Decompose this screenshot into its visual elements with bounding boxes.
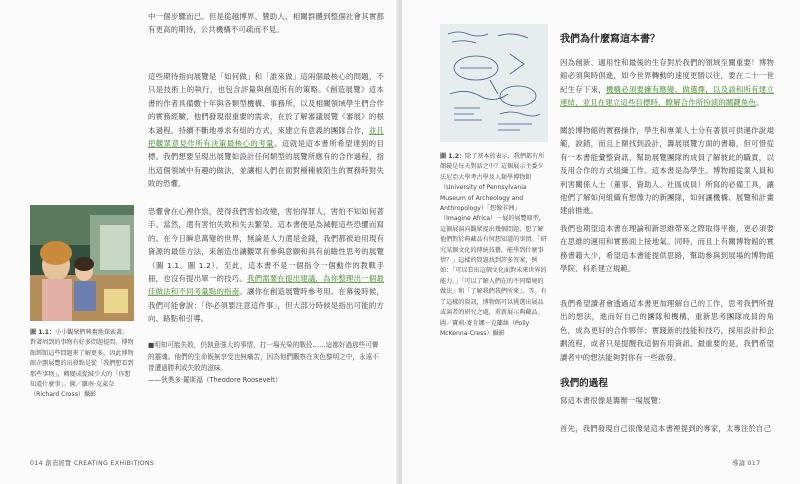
heading-our-process: 我們的過程 [560,378,608,389]
figure-1-2-photo [440,24,548,142]
children-exploring-illustration [30,205,134,321]
left-paragraph-3-text-a: 恐懼會在心裡作祟，使得我們害怕改變，害怕得罪人，害怕不知如何著手。當然，還有害怕失敗和失去繁榮。這本書便是為減輕這些恐懼而寫的。在今日瞬息萬變的世界，無論是人力還是金錢，我們都被迫用現有資源的最佳方法，來創造出讓觀眾有參與意願和具有前瞻性思考的展覽（圖 1.1、圖 1.2）。至此，這本書不是一個指令一個動作的教戰手冊，也沒有提出單一的技巧。 [148,207,384,284]
right-paragraph-1 [560,56,774,110]
figure-1-2-caption [440,152,548,339]
left-paragraph-2-text-b: 。這就是這本書所希望達到的目標。我們想要呈現出展覽如設計任何類型的展覽所應有的合作過程，指出這個領域中有趣的做法，並讓相人們在面對種種被陌生的實務時對失敗的恐懼。 [148,139,384,189]
left-paragraph-1: 中一個步驟而已。但是從越博界、贊助人、相關群體到整個社會其實都有更高的期待，公共機構不可疏而不見。 [148,12,384,35]
figure-1-2-caption-text: 除了基本的表示，我們都有所顏鏡是每天對話之中？這個展示主委夕法尼亞大學考古學及人類學博物館（University of Pennsylvania Museum of Archeology and Anthropology）「想像非洲」（Imagine Africa）一展的展覽原型。這個展演向觀眾提出幾個問題，想了解他們對於典藏品有何想知道的事情。「研究某個文化的傳統技藝，能學到什麼事情？」這樣的問題找到許多答案，例如：「可以看出這個文化面對未來世界的能力。」「可以了解人們在的不同環境的做法」和「了解我們我們所來」。等。有了這樣的資訊，博物館可以挑選出展品或演者的研究之處，重新展示典藏品。圖／寶莉·麥肯娜－克蘭絲（Polly McKenna-Cress）攝影 [440,153,547,337]
right-paragraph-1-text-a: 因為創新、適用性和最後的生存對於我們的領域至關重要！博物館必須與時俱進，如今世界轉動的速度更勝以往，要在二十一世紀生存下來， [560,58,774,94]
right-paragraph-3: 我們也期望這本書在理論和新思維帶來之際取得平衡，更必須要在思維的運用和實務面上接地氣。同時，而且上有關博物館的實務書籍大少，希望這本書能提供思路，幫助參與到展場的博物館學院、科系建立規範。 [560,224,774,274]
figure-1-1-photo [30,205,134,321]
right-page [402,0,800,484]
right-paragraph-4: 我們希望讀者會透過這本書更加理解自己的工作，思考我們所提出的想法，進而好自己的團隊和機構，重新思考團隊成員的角色，成為更好的合作夥伴；實踐新的技能和技巧，採用設計和企劃流程，或者只是提醒我這個有用資訊。最重要的是，我們希望讀者中的想法能夠對你有一些啟發。 [560,299,774,362]
right-paragraph-1-highlight: 機構必須要擁有應變、做選擇，以及談和所有建立連結，並且在建立這些目標時，瞭解合作所扮演的關鍵角色 [560,84,774,108]
right-paragraph-2: 關於博物館的實務操作，學生和專業人士分有著很可供運作說規範，說錯，而且上額找到設計，籌展展覽方面的書籍，但可惜從有一本書能彙整資訊，幫助展覽團隊的成員了解彼此的職責，以及用合作的方式組織工作。這本書是為學生、博物館從業人員和利害關係人士（董事、資助人、社區成員）所寫的必備工具，讓他們了解如何組織有想像力的新團隊，如何讓機構、展覽和計畫建前推進。 [560,126,774,216]
figure-1-1-caption-text: 小小觀眾們興奮地探索著。對著周到的事物有好多問題提問。博物館經館這些問題來了解更多，因此博物館企劃展覽的出發點是從「我們想看到那些事物」，轉變成從減少大的「你想知道什麼事」。圖／蘿南·克萊奈（Richard Cross）攝影 [30,329,134,399]
right-paragraph-5: 寫這本書很像是籌辦一場展覽： [560,396,666,405]
figure-1-1-label: 圖 1.1： [30,329,56,336]
left-paragraph-3-text-b: 。讓你在創造展覽時參考用。在幕後時候，我們可能會說：「你必須要注意這件事」，但大部分時候是指出可能的方向、路點和引導。 [148,287,384,324]
figure-1-2-label: 圖 1.2： [440,153,466,160]
right-paragraph-1-text-b: 。 [756,98,764,108]
handwritten-notes-board-illustration [440,24,548,142]
left-paragraph-2-text-a: 這些期待指向展覽是「如何做」和「誰來做」這兩個最核心的問題，不只是技術上的執行，也包含評量與創造所有的策略。《創造展覽》這本書的作者具備數十年與各類型機構、事務所，以及相關領域學生們合作的實務經驗，他們發現很重要的需求，在於了解審議展覽《審展》的根本過程，持續不斷地尋求有組的方式，來建立有意義的團隊合作， [148,72,384,135]
left-paragraph-3 [148,205,384,326]
heading-why-write: 我們為什麼寫這本書？ [560,34,660,45]
left-page [0,0,398,484]
right-folio: 導論 017 [732,460,761,467]
left-folio: 014 創造展覽 CREATING EXHIBITIONS [30,460,155,467]
left-paragraph-3-highlight: 我們需要在提出建議，為你整理出一個最佳做法和不同考量點的指南 [148,274,384,297]
right-paragraph-6: 首先，我們發現自己很像是這本書裡提到的專家，太專注於自己 [560,424,772,433]
roosevelt-quote: ■明知可能失敗，仍執意強大的事情，打一場光榮的戰役……這都好過那些可憐的靈魂。他們的生命既無享受也無痛苦，因為他們觀察在灰色黎明之中，永遠不曾遭過勝利或失敗的滋味。 ——狄奧多·羅斯福（Theodore Roosevelt） [148,341,379,384]
figure-1-1-caption [30,328,134,401]
left-paragraph-2 [148,70,384,191]
left-paragraph-2-highlight: 並且把觀眾意見作所有決策最核心的考量 [148,125,384,149]
